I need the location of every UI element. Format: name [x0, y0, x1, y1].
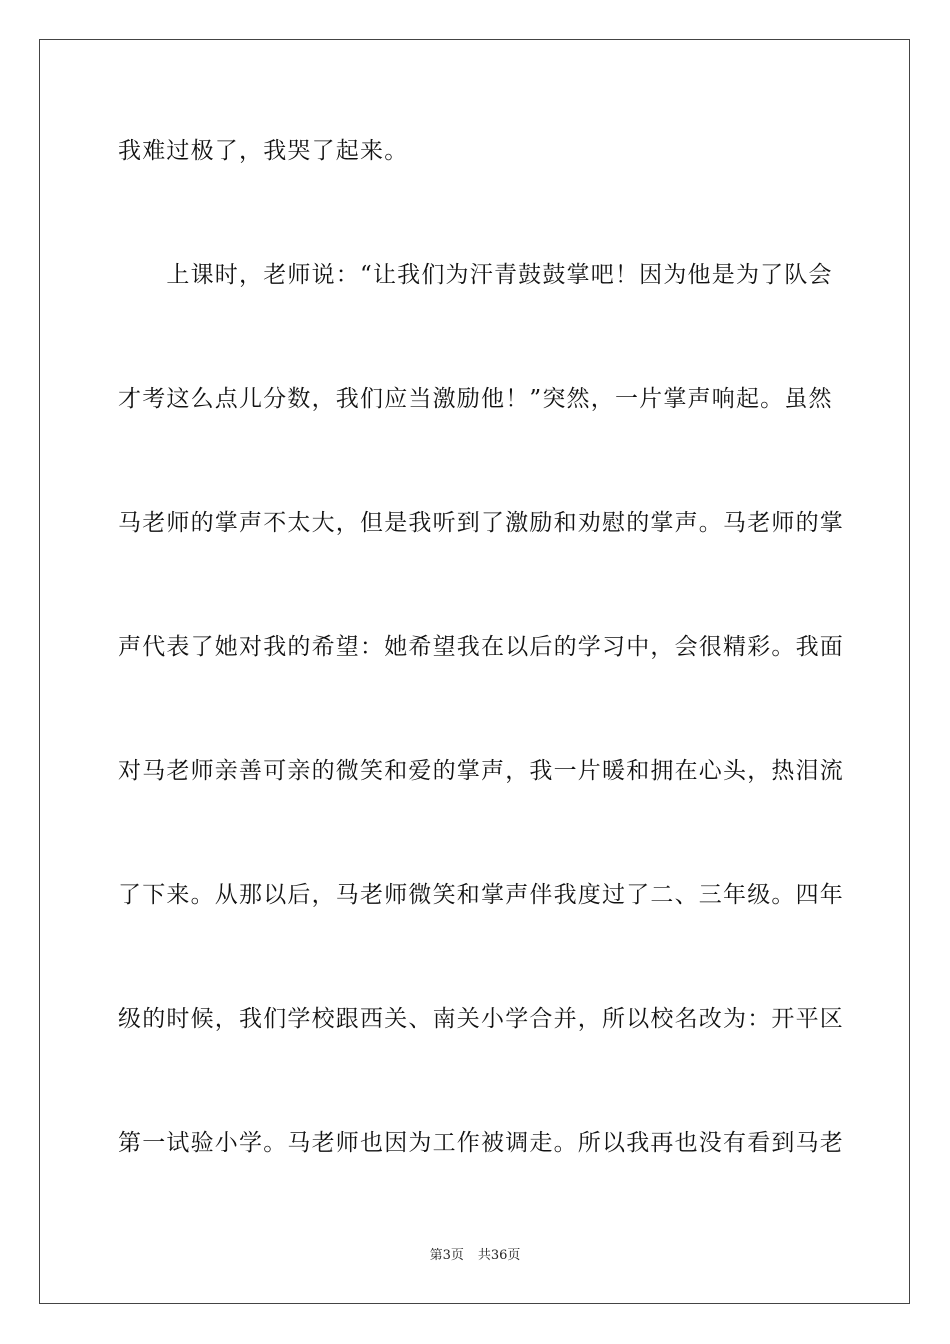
page-footer: [0, 1246, 950, 1266]
text-line: 上课时，老师说：“让我们为汗青鼓鼓掌吧！因为他是为了队会: [118, 262, 833, 288]
text-line: 声代表了她对我的希望：她希望我在以后的学习中，会很精彩。我面: [118, 634, 844, 660]
text-line: 我难过极了，我哭了起来。: [118, 138, 409, 164]
total-pages: 共36页: [477, 1248, 521, 1263]
text-line: 第一试验小学。马老师也因为工作被调走。所以我再也没有看到马老: [118, 1130, 844, 1156]
page-number: 第3页: [429, 1248, 464, 1263]
text-line: 级的时候，我们学校跟西关、南关小学合并，所以校名改为：开平区: [118, 1006, 844, 1032]
text-line: 马老师的掌声不太大，但是我听到了激励和劝慰的掌声。马老师的掌: [118, 510, 844, 536]
text-line: 才考这么点儿分数，我们应当激励他！”突然，一片掌声响起。虽然: [118, 386, 833, 412]
text-line: 对马老师亲善可亲的微笑和爱的掌声，我一片暖和拥在心头，热泪流: [118, 758, 844, 784]
text-line: 了下来。从那以后，马老师微笑和掌声伴我度过了二、三年级。四年: [118, 882, 844, 908]
page-border: [39, 39, 910, 1304]
